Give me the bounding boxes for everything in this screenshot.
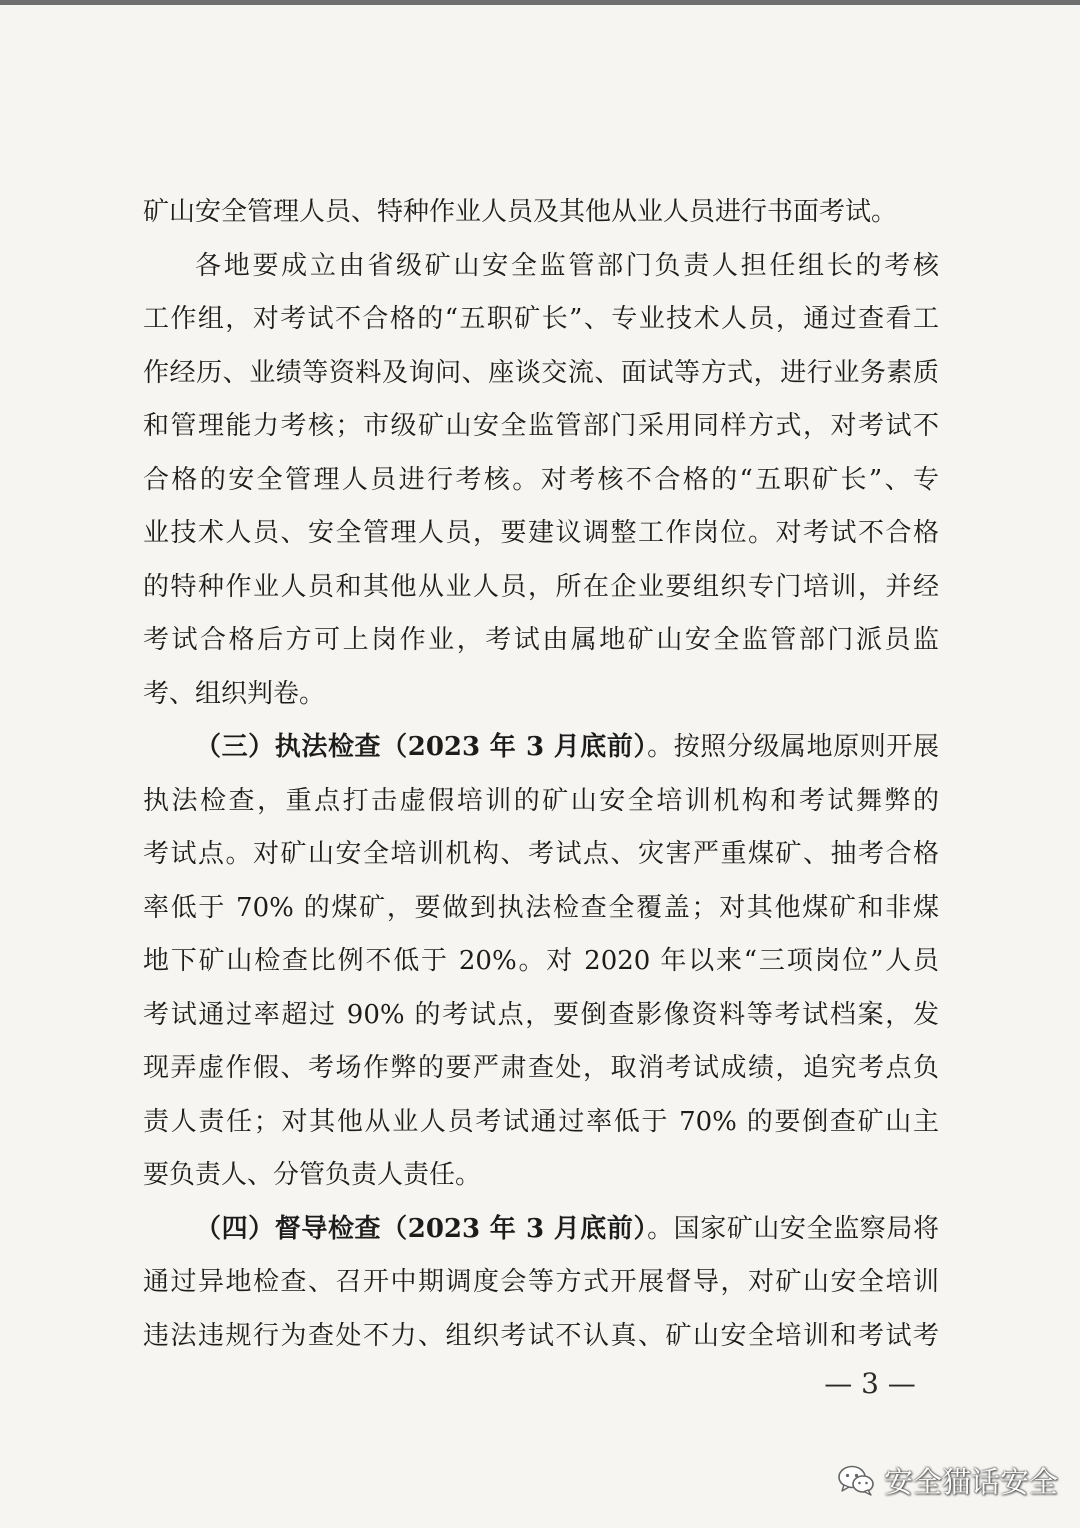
line-text: 和管理能力考核；市级矿山安全监管部门采用同样方式，对考试不 (143, 411, 939, 441)
line-text: 要负责人、分管负责人责任。 (143, 1160, 482, 1190)
line-text: 考试合格后方可上岗作业，考试由属地矿山安全监管部门派员监 (143, 625, 939, 655)
text-line (143, 1042, 939, 1096)
line-text: 执法检查，重点打击虚假培训的矿山安全培训机构和考试舞弊的 (143, 785, 939, 816)
text-line (143, 1310, 939, 1364)
line-text: 矿山安全管理人员、特种作业人员及其他从业人员进行书面考试。 (143, 197, 898, 227)
text-line (143, 721, 939, 775)
scan-top-edge (0, 0, 1080, 5)
section-heading: （四）督导检查（2023 年 3 月底前） (195, 1213, 648, 1244)
line-text: 考试点。对矿山安全培训机构、考试点、灾害严重煤矿、抽考合格 (143, 839, 939, 869)
text-line (143, 775, 939, 829)
line-text: 地下矿山检查比例不低于 20%。对 2020 年以来“三项岗位”人员 (143, 946, 939, 976)
text-line (143, 935, 939, 989)
page-number: — 3 — (824, 1367, 916, 1400)
line-text: 。国家矿山安全监察局将 (647, 1213, 939, 1244)
wechat-watermark (836, 1458, 1058, 1502)
text-line (143, 240, 939, 294)
line-text: 率低于 70% 的煤矿，要做到执法检查全覆盖；对其他煤矿和非煤 (143, 892, 939, 923)
text-line (143, 186, 939, 240)
text-line (143, 507, 939, 561)
text-line (143, 1096, 939, 1150)
text-line (143, 1149, 939, 1203)
text-line (143, 668, 939, 722)
text-line (143, 989, 939, 1043)
line-text: 业技术人员、安全管理人员，要建议调整工作岗位。对考试不合格 (143, 518, 939, 548)
text-line (143, 561, 939, 615)
line-text: 通过异地检查、召开中期调度会等方式开展督导，对矿山安全培训 (143, 1267, 939, 1297)
text-line (143, 614, 939, 668)
text-line (143, 828, 939, 882)
line-text: 的特种作业人员和其他从业人员，所在企业要组织专门培训，并经 (143, 571, 939, 602)
line-text: 工作组，对考试不合格的“五职矿长”、专业技术人员，通过查看工 (143, 304, 939, 334)
text-line (143, 400, 939, 454)
text-line (143, 454, 939, 508)
text-line (143, 882, 939, 936)
line-text: 合格的安全管理人员进行考核。对考核不合格的“五职矿长”、专 (143, 464, 939, 495)
line-text: 现弄虚作假、考场作弊的要严肃查处，取消考试成绩，追究考点负 (143, 1053, 939, 1083)
wechat-icon (836, 1462, 876, 1498)
line-text: 作经历、业绩等资料及询问、座谈交流、面试等方式，进行业务素质 (143, 357, 939, 388)
line-text: 考试通过率超过 90% 的考试点，要倒查影像资料等考试档案，发 (143, 999, 939, 1030)
line-text: 考、组织判卷。 (143, 678, 326, 709)
text-line (143, 1203, 939, 1257)
line-text: 责人责任；对其他从业人员考试通过率低于 70% 的要倒查矿山主 (143, 1106, 939, 1137)
text-line (143, 347, 939, 401)
text-line (143, 1256, 939, 1310)
text-line (143, 293, 939, 347)
line-text: 。按照分级属地原则开展 (647, 732, 939, 762)
section-heading: （三）执法检查（2023 年 3 月底前） (195, 732, 648, 762)
document-body (143, 186, 939, 1363)
line-text: 各地要成立由省级矿山安全监管部门负责人担任组长的考核 (195, 250, 939, 281)
watermark-text: 安全猫话安全 (884, 1464, 1059, 1499)
line-text: 违法违规行为查处不力、组织考试不认真、矿山安全培训和考试考 (143, 1320, 939, 1351)
